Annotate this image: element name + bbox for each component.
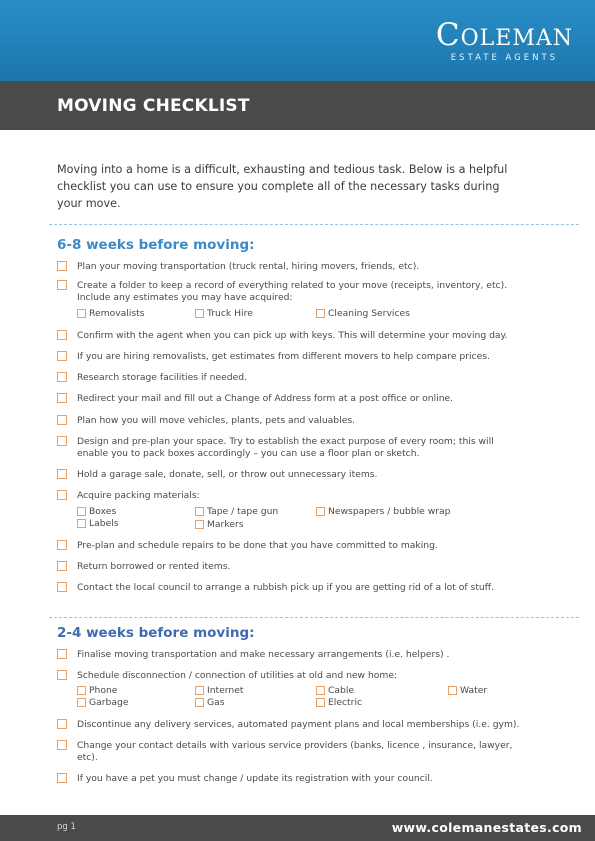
coleman-logo [436, 18, 573, 63]
checkbox[interactable] [57, 649, 67, 659]
checkbox[interactable] [57, 719, 67, 729]
option-label: Gas [207, 697, 225, 708]
checkbox[interactable] [57, 393, 67, 403]
logo-tagline: ESTATE AGENTS [450, 53, 559, 63]
checkbox[interactable] [195, 520, 204, 529]
option-label: Newspapers / bubble wrap [328, 506, 451, 517]
item-label: Design and pre-plan your space. Try to establish the exact purpose of every room; this will enable you to pack boxes accordingly – you can use a floor plan or sketch. [77, 436, 494, 459]
checkbox[interactable] [77, 519, 86, 528]
checkbox[interactable] [195, 698, 204, 707]
header-banner [0, 0, 595, 81]
item-label: Acquire packing materials: [77, 490, 200, 501]
checkbox[interactable] [195, 686, 204, 695]
option-label: Cleaning Services [328, 308, 410, 319]
checkbox[interactable] [57, 330, 67, 340]
checkbox[interactable] [57, 773, 67, 783]
checkbox[interactable] [195, 309, 204, 318]
checkbox[interactable] [57, 351, 67, 361]
page-number: pg 1 [57, 822, 76, 832]
item-label: Pre-plan and schedule repairs to be done that you have committed to making. [77, 540, 438, 551]
checkbox[interactable] [57, 469, 67, 479]
website-link[interactable]: www.colemanestates.com [391, 820, 582, 835]
option-label: Phone [89, 685, 118, 696]
title-bar [0, 81, 595, 130]
logo-name: Coleman [435, 17, 573, 53]
footer-bar [0, 815, 595, 841]
checkbox[interactable] [316, 507, 325, 516]
section-heading-2-4-weeks: 2-4 weeks before moving: [57, 625, 255, 641]
item-label: If you have a pet you must change / update its registration with your council. [77, 773, 433, 784]
checkbox[interactable] [57, 415, 67, 425]
checkbox[interactable] [316, 309, 325, 318]
option-label: Internet [207, 685, 244, 696]
checkbox[interactable] [57, 670, 67, 680]
checkbox[interactable] [316, 698, 325, 707]
item-label: Schedule disconnection / connection of utilities at old and new home: [77, 670, 398, 681]
checkbox[interactable] [57, 490, 67, 500]
option-label: Electric [328, 697, 363, 708]
checkbox[interactable] [77, 507, 86, 516]
option-label: Garbage [89, 697, 129, 708]
option-label: Labels [89, 518, 119, 529]
option-label: Water [460, 685, 488, 696]
option-label: Truck Hire [207, 308, 253, 319]
option-label: Tape / tape gun [207, 506, 279, 517]
item-label: Discontinue any delivery services, automated payment plans and local memberships (i.e. gym). [77, 719, 520, 730]
intro-paragraph: Moving into a home is a difficult, exhausting and tedious task. Below is a helpful checklist you can use to ensure you complete all of the necessary tasks during your move. [57, 163, 508, 210]
item-label: Plan your moving transportation (truck rental, hiring movers, friends, etc). [77, 261, 420, 272]
item-label: Hold a garage sale, donate, sell, or throw out unnecessary items. [77, 469, 378, 480]
option-label: Markers [207, 519, 244, 530]
item-label: Return borrowed or rented items. [77, 561, 231, 572]
checkbox[interactable] [57, 740, 67, 750]
checkbox[interactable] [195, 507, 204, 516]
item-label: Contact the local council to arrange a rubbish pick up if you are getting rid of a lot of stuff. [77, 582, 495, 593]
checkbox[interactable] [57, 436, 67, 446]
checkbox[interactable] [448, 686, 457, 695]
checkbox[interactable] [57, 372, 67, 382]
item-label: If you are hiring removalists, get estimates from different movers to help compare prices. [77, 351, 490, 362]
page-title: MOVING CHECKLIST [57, 96, 250, 116]
item-label: Research storage facilities if needed. [77, 372, 248, 383]
checkbox[interactable] [57, 261, 67, 271]
checkbox[interactable] [57, 280, 67, 290]
option-label: Cable [328, 685, 355, 696]
checkbox[interactable] [77, 686, 86, 695]
checkbox[interactable] [77, 698, 86, 707]
item-label: Finalise moving transportation and make necessary arrangements (i.e. helpers) . [77, 649, 450, 660]
item-label: Confirm with the agent when you can pick up with keys. This will determine your moving day. [77, 330, 508, 341]
option-label: Removalists [89, 308, 145, 319]
checkbox[interactable] [316, 686, 325, 695]
item-label: Change your contact details with various service providers (banks, licence , insurance, lawyer, etc). [77, 740, 513, 763]
option-label: Boxes [89, 506, 117, 517]
item-label: Create a folder to keep a record of everything related to your move (receipts, inventory, etc). Include any estimates you may have acquired: [77, 280, 508, 303]
checkbox[interactable] [77, 309, 86, 318]
item-label: Redirect your mail and fill out a Change of Address form at a post office or online. [77, 393, 454, 404]
checkbox[interactable] [57, 582, 67, 592]
section-divider [49, 224, 579, 225]
checkbox[interactable] [57, 540, 67, 550]
checkbox[interactable] [57, 561, 67, 571]
section-heading-6-8-weeks: 6-8 weeks before moving: [57, 237, 255, 253]
item-label: Plan how you will move vehicles, plants, pets and valuables. [77, 415, 356, 426]
section-divider [49, 617, 579, 618]
